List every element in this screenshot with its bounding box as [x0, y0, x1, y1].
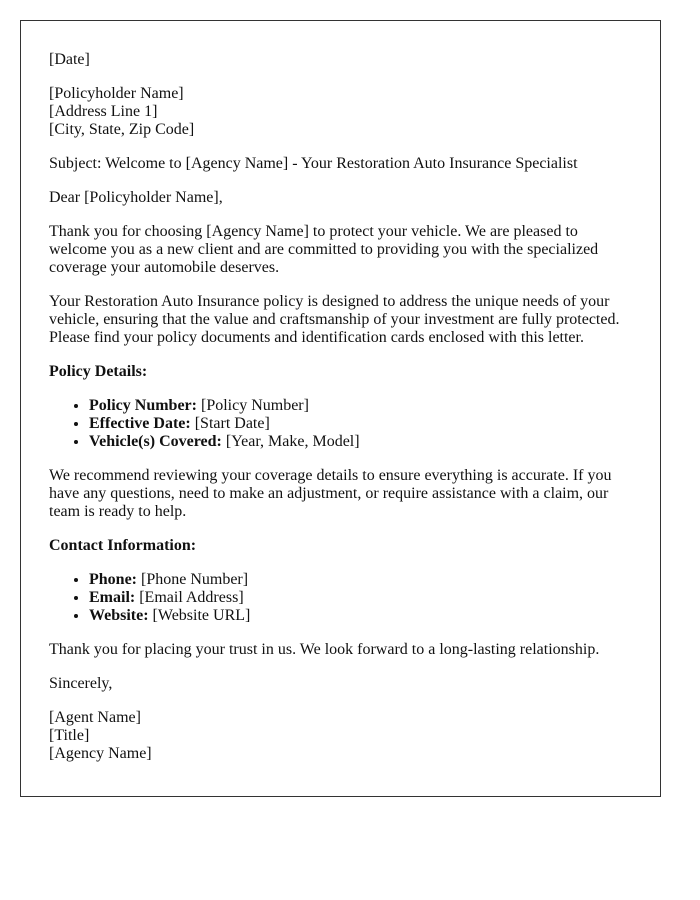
- review-coverage-paragraph: We recommend reviewing your coverage details to ensure everything is accurate. If you have any questions, need to make an adjustment, or require assistance with a claim, our team is ready to help.: [49, 467, 612, 520]
- effective-date-value: [Start Date]: [190, 415, 270, 432]
- website-value: [Website URL]: [148, 607, 251, 624]
- recipient-address-line1: [Address Line 1]: [49, 103, 158, 120]
- effective-date-label: Effective Date:: [89, 415, 191, 432]
- phone-label: Phone:: [89, 571, 137, 588]
- agent-title: [Title]: [49, 727, 90, 744]
- policy-number-label: Policy Number:: [89, 397, 197, 414]
- email-value: [Email Address]: [135, 589, 244, 606]
- policy-number-item: [89, 397, 632, 415]
- email-label: Email:: [89, 589, 136, 606]
- policy-details-heading: Policy Details:: [49, 363, 148, 380]
- salutation: Dear [Policyholder Name],: [49, 189, 223, 206]
- recipient-address-block: [49, 85, 632, 139]
- agent-name: [Agent Name]: [49, 709, 141, 726]
- signature-block: [49, 709, 632, 763]
- welcome-paragraph: Thank you for choosing [Agency Name] to protect your vehicle. We are pleased to welcome you as a new client and are committed to providing you with the specialized coverage your automobile deserves.: [49, 223, 599, 276]
- policy-number-value: [Policy Number]: [196, 397, 309, 414]
- website-label: Website:: [89, 607, 149, 624]
- policy-details-list: [49, 397, 632, 451]
- subject-line: Subject: Welcome to [Agency Name] - Your Restoration Auto Insurance Specialist: [49, 155, 578, 172]
- recipient-city-state-zip: [City, State, Zip Code]: [49, 121, 195, 138]
- contact-info-heading: Contact Information:: [49, 537, 197, 554]
- vehicles-covered-value: [Year, Make, Model]: [221, 433, 360, 450]
- phone-item: [89, 571, 632, 589]
- letter-container: [20, 20, 661, 797]
- letter-body: [21, 21, 660, 763]
- closing-phrase: Sincerely,: [49, 675, 113, 692]
- closing-thanks-paragraph: Thank you for placing your trust in us. We look forward to a long-lasting relationship.: [49, 641, 600, 658]
- agency-name: [Agency Name]: [49, 745, 152, 762]
- effective-date-item: [89, 415, 632, 433]
- recipient-name: [Policyholder Name]: [49, 85, 184, 102]
- vehicles-covered-item: [89, 433, 632, 451]
- contact-info-list: [49, 571, 632, 625]
- website-item: [89, 607, 632, 625]
- letter-date: [Date]: [49, 51, 90, 68]
- phone-value: [Phone Number]: [137, 571, 249, 588]
- policy-description-paragraph: Your Restoration Auto Insurance policy is designed to address the unique needs of your vehicle, ensuring that the value and craftsmanship of your investment are fully protected. Please find your policy documents and identification cards enclosed with this letter.: [49, 293, 620, 346]
- email-item: [89, 589, 632, 607]
- vehicles-covered-label: Vehicle(s) Covered:: [89, 433, 222, 450]
